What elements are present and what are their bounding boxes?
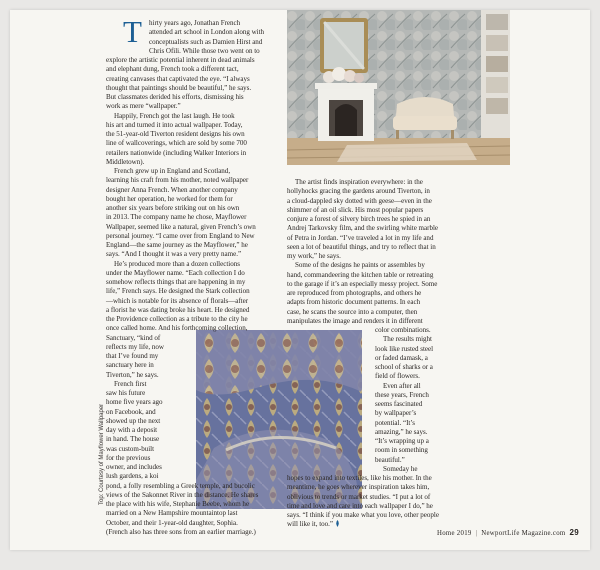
text-line: a cloud-dappled sky dotted with geese—even in the [287,196,432,205]
magazine-url: NewportLife Magazine.com [481,530,566,537]
text-line: case, he scans the source into a computer, then [287,307,418,316]
text-line: these years, French [375,390,429,399]
text-line: hirty years ago, Jonathan French [149,19,241,27]
text-line: look like rusted steel [375,344,434,353]
text-line: oblivious to trends or market studies. “I put a lot of [287,492,431,501]
text-line: the 51-year-old Tiverton resident designs his own [106,130,245,138]
top-photo-room [287,10,510,165]
drop-cap: T [123,14,142,49]
text-line: room in something [375,446,428,455]
text-line: my work,” he says. [287,252,341,260]
text-line: the Providence collection as a tribute to the city he [106,315,248,323]
text-line: learning his craft from his mother, noted wallpaper [106,176,249,185]
text-line: (French also has three sons from an earlier marriage.) [106,527,256,536]
text-line: conjure a forest of silvery birch trees he spied in an [287,215,431,223]
text-line: hollyhocks gracing the gardens around Tiverton, in [287,187,430,196]
text-line: school of sharks or a [375,363,433,371]
text-line: attended art school in London along with [149,28,265,37]
closing-line: will like it, too.” [287,520,334,529]
page-folio [437,528,579,537]
text-line: life,” French says. He designed the Stark collection [106,287,250,296]
text-line: another six years before striking out on his own [106,204,240,212]
text-line: creating canvases that captivated the eye. “I always [106,74,250,83]
text-line: manipulates the image and renders it in different [287,316,423,325]
text-line: French first [114,379,147,388]
text-line: Someday he [383,464,418,473]
text-line: The results might [383,335,432,344]
text-line: owner, and includes [106,463,162,471]
folio-separator: | [475,530,478,537]
text-line: in hand. The house [106,435,160,444]
text-line: conceptualists such as Damien Hirst and [149,37,263,46]
text-line: “It’s wrapping up a [375,437,429,445]
text-line: Wallpaper, seemed like a natural, given French’s own [106,222,256,231]
text-line: personal journey. “I came over from England to New [106,231,255,240]
text-line: lush gardens, a koi [106,472,159,481]
text-line: married on a New Hampshire mountaintop last [106,509,238,518]
text-line: in 2013. The company name he chose, Mayflower [106,213,247,222]
end-mark-icon [335,520,340,527]
text-line: The artist finds inspiration everywhere: in the [295,178,423,186]
text-line: hopes to expand into textiles, like his mother. In the [287,474,432,482]
photo-credit: Top: Courtesy of Mayflower Wallpaper [99,403,105,505]
text-line: a florist he was dating broke his heart. He designed [106,305,250,314]
text-line: field of flowers. [375,372,420,381]
text-line: Tiverton,” he says. [106,370,159,379]
text-line: or faded damask, a [375,353,428,362]
text-line: says. “I think if you make what you love, other people [287,511,439,519]
text-line: home five years ago [106,398,163,407]
page-number: 29 [569,528,579,537]
text-line: potential. “It’s [375,418,415,427]
text-line: color combinations. [375,326,431,334]
text-line: under the Mayflower name. “Each collection I do [106,268,245,277]
text-line: day with a deposit [106,426,158,434]
text-line: by wallpaper’s [375,409,417,418]
text-line: was custom-built [106,444,155,453]
text-line: French grew up in England and Scotland, [114,167,231,175]
text-line: the place with his wife, Stephanie Beebe, whom he [106,500,250,508]
text-line: amazing,” he says. [375,427,428,436]
text-line: his art and turned it into actual wallpaper. Today, [106,120,243,129]
text-line: retailers nationwide (including Walker Interiors in [106,148,247,157]
text-line: thought that paintings should be beautiful,” he says. [106,83,252,92]
text-line: somehow reflects things that are happening in my [106,278,246,286]
text-line: pond, a folly resembling a Greek temple, and bucolic [106,481,255,490]
text-line: He’s produced more than a dozen collections [114,259,240,268]
text-line [287,520,340,529]
text-line: Even after all [383,381,421,390]
text-line: to the garage if it’s an especially messy project. Some [287,279,438,288]
text-line: and elephant dung, French took a different tact, [106,65,239,74]
text-line: once called home. And his forthcoming collection, [106,324,248,333]
text-line: Chris Ofili. While those two went on to [149,46,260,55]
text-line: meantime, he goes wherever inspiration takes him, [287,483,430,492]
text-line: work as mere “wallpaper.” [106,102,181,111]
text-line: designer Anna French. When another company [106,185,238,194]
magazine-page [10,10,590,550]
text-line: reflects my life, now [106,342,164,351]
text-line: Middletown). [106,157,145,166]
text-line: showed up the next [106,416,161,425]
text-line: Happily, French got the last laugh. He took [114,111,235,120]
text-line: beautiful.” [375,455,405,464]
text-line: But classmates derided his efforts, dismissing his [106,93,244,101]
text-line: adapts from historic document patterns. In each [287,298,421,307]
issue-label: Home 2019 [437,530,472,537]
text-line: says. “And I thought it was a very pretty name.” [106,250,242,259]
text-line: that I’ve found my [106,352,159,360]
text-line: shimmer of an oil slick. His most popular papers [287,205,424,214]
text-line: seen a lot of beautiful things, and try to reflect that in [287,242,436,251]
text-line: views of the Sakonnet River in the distance. He shares [106,490,259,499]
text-line: Some of the designs he paints or assembles by [295,261,425,270]
text-line: line of wallcoverings, which are sold by some 700 [106,139,247,148]
text-line: sanctuary here in [106,361,154,370]
text-line: seems fascinated [375,400,423,408]
text-line: of Petra in Jordan. “I’ve traveled a lot in my life and [287,233,434,242]
text-line: hand, commandeering the kitchen table or retreating [287,270,434,279]
text-line: October, and their 1-year-old daughter, Sophia. [106,518,238,527]
text-line: —which is notable for its absence of florals—after [106,296,249,305]
text-line: Sanctuary, “kind of [106,333,161,342]
text-line: time and love and care into each wallpaper I do,” he [287,501,433,510]
text-line: on Facebook, and [106,407,156,416]
text-line: bought her operation, he worked for them for [106,194,233,203]
text-line: are reproduced from photographs, and others he [287,289,422,297]
text-line: Andrej Tarkovsky film, and the swirling white marble [287,224,438,233]
text-line: explore the artistic potential inherent in dead animals [106,56,255,64]
text-line: saw his future [106,389,146,397]
text-line: for the previous [106,453,151,462]
text-line: England—the same journey as the Mayflower,” he [106,241,248,249]
